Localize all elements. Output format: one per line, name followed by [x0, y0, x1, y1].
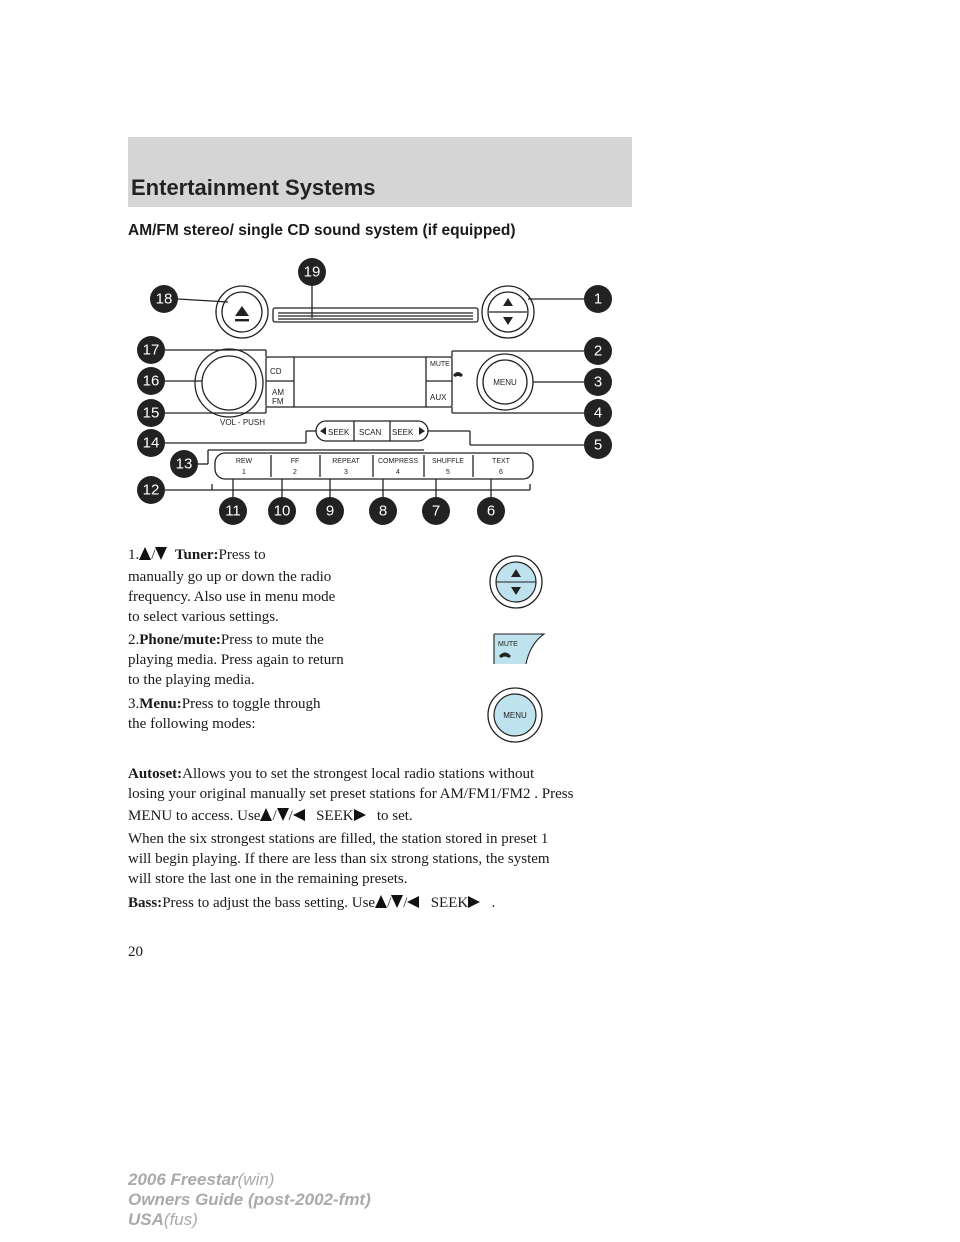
callout-12-label: 12	[142, 481, 160, 499]
callout-17-label: 17	[142, 341, 160, 359]
volume-knob	[195, 349, 263, 417]
preset-1-num: 1	[242, 469, 246, 476]
callout-14-label: 14	[142, 434, 160, 452]
callout-19-label: 19	[303, 263, 321, 281]
item-2-line-2: playing media. Press again to return	[128, 652, 344, 668]
preset-2-name: FF	[290, 458, 300, 465]
preset-4-num: 4	[396, 469, 400, 476]
up-arrow-icon	[139, 547, 151, 560]
am-label: AM	[272, 388, 284, 397]
item-1-heading: 1. / Tuner:Press to	[128, 547, 266, 563]
bass-line: Bass:Press to adjust the bass setting. Use / / SEEK .	[128, 895, 496, 911]
tune-up-icon	[503, 298, 513, 306]
left-arrow-icon	[293, 809, 305, 821]
svg-text:MENU: MENU	[503, 711, 527, 720]
callout-18-label: 18	[155, 290, 173, 308]
right-arrow-icon	[354, 809, 366, 821]
preset-2-num: 2	[293, 469, 297, 476]
footer-line-2: Owners Guide (post-2002-fmt)	[128, 1190, 371, 1209]
callout-bubbles	[137, 258, 612, 525]
mute-button-icon	[490, 630, 548, 666]
fm-label: FM	[272, 397, 284, 406]
up-arrow-icon	[375, 895, 387, 908]
cd-slot	[273, 308, 478, 322]
aux-label: AUX	[430, 393, 447, 402]
callout-1-label: 1	[593, 290, 603, 308]
callout-10-label: 10	[273, 502, 291, 520]
page-title: Entertainment Systems	[131, 175, 376, 200]
right-arrow-icon	[468, 896, 480, 908]
paragraph-six-line-2: will begin playing. If there are less than six strong stations, the system	[128, 851, 550, 867]
page-number: 20	[128, 944, 143, 960]
item-2-heading: 2.Phone/mute:Press to mute the	[128, 632, 324, 648]
item-3-line-2: the following modes:	[128, 716, 256, 732]
callout-5-label: 5	[593, 436, 603, 454]
callout-11-label: 11	[225, 502, 241, 520]
up-arrow-icon	[260, 808, 272, 821]
down-arrow-icon	[391, 895, 403, 908]
callout-6-label: 6	[486, 502, 496, 520]
footer-line-3: USA(fus)	[128, 1210, 198, 1229]
scan-label: SCAN	[359, 428, 382, 437]
radio-faceplate-diagram	[128, 250, 628, 535]
item-1-line-2: manually go up or down the radio	[128, 569, 332, 585]
preset-4-name: COMPRESS	[377, 458, 419, 465]
paragraph-six-line-3: will store the last one in the remaining presets.	[128, 871, 408, 887]
footer-line-1: 2006 Freestar(win)	[128, 1170, 275, 1189]
paragraph-six-line-1: When the six strongest stations are filled, the station stored in preset 1	[128, 831, 549, 847]
item-1-line-4: to select various settings.	[128, 609, 279, 625]
preset-6-num: 6	[499, 469, 503, 476]
callout-9-label: 9	[325, 502, 335, 520]
autoset-line-2: losing your original manually set preset stations for AM/FM1/FM2 . Press	[128, 786, 574, 802]
preset-3-name: REPEAT	[332, 458, 360, 465]
callout-7-label: 7	[431, 502, 441, 520]
menu-label: MENU	[493, 378, 517, 387]
vol-push-label: VOL - PUSH	[220, 418, 266, 427]
eject-arrow-icon	[235, 306, 249, 316]
autoset-line-3: MENU to access. Use / / SEEK to set.	[128, 808, 413, 824]
item-3-heading: 3.Menu:Press to toggle through	[128, 696, 321, 712]
down-arrow-icon	[277, 808, 289, 821]
preset-5-num: 5	[446, 469, 450, 476]
cd-label: CD	[270, 367, 282, 376]
callout-8-label: 8	[378, 502, 388, 520]
callout-16-label: 16	[142, 372, 160, 390]
menu-button-icon	[486, 686, 544, 744]
preset-strip	[215, 453, 533, 479]
callout-13-label: 13	[175, 455, 193, 473]
tuner-button-icon	[488, 554, 544, 610]
preset-1-name: REW	[235, 458, 253, 465]
callout-2-label: 2	[593, 342, 603, 360]
item-2-line-3: to the playing media.	[128, 672, 255, 688]
seek-right-label: SEEK	[392, 428, 414, 437]
preset-6-name: TEXT	[492, 458, 510, 465]
mute-label: MUTE	[430, 361, 450, 368]
item-1-line-3: frequency. Also use in menu mode	[128, 589, 336, 605]
down-arrow-icon	[155, 547, 167, 560]
footer	[128, 1170, 371, 1230]
seek-right-arrow-icon	[419, 427, 425, 435]
tune-down-icon	[503, 317, 513, 325]
callout-3-label: 3	[593, 373, 603, 391]
phone-icon	[453, 372, 463, 377]
left-arrow-icon	[407, 896, 419, 908]
callout-4-label: 4	[593, 404, 603, 422]
svg-text:MUTE: MUTE	[498, 641, 518, 648]
preset-5-name: SHUFFLE	[432, 458, 464, 465]
autoset-line-1: Autoset:Allows you to set the strongest local radio stations without	[128, 766, 535, 782]
preset-3-num: 3	[344, 469, 348, 476]
seek-left-arrow-icon	[320, 427, 326, 435]
callout-15-label: 15	[142, 404, 160, 422]
seek-left-label: SEEK	[328, 428, 350, 437]
section-title: AM/FM stereo/ single CD sound system (if equipped)	[128, 222, 516, 239]
